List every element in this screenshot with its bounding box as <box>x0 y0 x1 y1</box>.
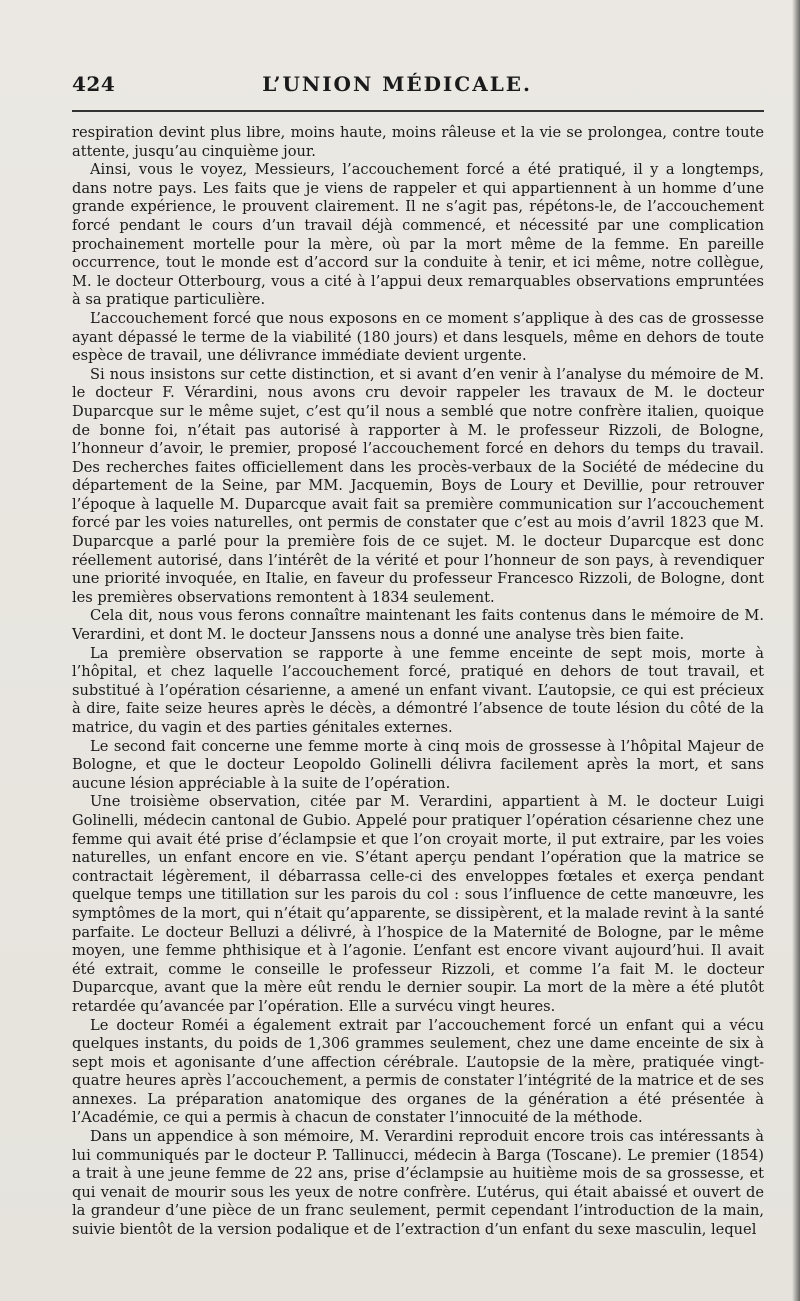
paragraph: Le docteur Roméi a également extrait par l’accouchement forcé un enfant qui a vécu quelques instants, du poids de 1,306 grammes seulement, chez une dame enceinte de six à sept mois et agonisante d’une affection cérébrale. L’autopsie de la mère, pratiquée vingt-quatre heures après l’accouchement, a permis de constater l’intégrité de la matrice et de ses annexes. La préparation anatomique des organes de la génération a été présentée à l’Académie, ce qui a permis à chacun de constater l’innocuité de la méthode. <box>72 1016 764 1127</box>
paragraph: respiration devint plus libre, moins haute, moins râleuse et la vie se prolongea, contre toute attente, jusqu’au cinquième jour. <box>72 124 764 160</box>
page-number: 424 <box>72 72 116 96</box>
page-header <box>72 72 764 108</box>
paragraph: Le second fait concerne une femme morte à cinq mois de grossesse à l’hôpital Majeur de Bologne, et que le docteur Leopoldo Golinelli délivra facilement après la mort, et sans aucune lésion appréciable à la suite de l’opération. <box>72 737 764 792</box>
paragraph: L’accouchement forcé que nous exposons en ce moment s’applique à des cas de grossesse ayant dépassé le terme de la viabilité (180 jours) et dans lesquels, même en dehors de toute espèce de travail, une délivrance immédiate devient urgente. <box>72 309 764 365</box>
header-rule <box>72 110 764 112</box>
article-body <box>72 124 764 1240</box>
paragraph: Ainsi, vous le voyez, Messieurs, l’accouchement forcé a été pratiqué, il y a longtemps, dans notre pays. Les faits que je viens de rappeler et qui appartiennent à un homme d’une grande expérience, le prouvent clairement. Il ne s’agit pas, répétons-le, de l’accouchement forcé pendant le cours d’un travail déjà commencé, et nécessité par une complication prochainement mortelle pour la mère, où par la mort même de la femme. En pareille occurrence, tout le monde est d’accord sur la conduite à tenir, et ici même, notre collègue, M. le docteur Otterbourg, vous a cité à l’appui deux remarquables observations empruntées à sa pratique particulière. <box>72 161 764 309</box>
page-edge-shadow <box>792 0 800 1301</box>
paragraph: Cela dit, nous vous ferons connaître maintenant les faits contenus dans le mémoire de M. Verardini, et dont M. le docteur Janssens nous a donné une analyse très bien faite. <box>72 607 764 644</box>
paragraph: Dans un appendice à son mémoire, M. Verardini reproduit encore trois cas intéressants à lui communiqués par le docteur P. Tallinucci, médecin à Barga (Toscane). Le premier (1854) a trait à une jeune femme de 22 ans, prise d’éclampsie au huitième mois de sa grossesse, et qui venait de mourir sous les yeux de notre confrère. L’utérus, qui était abaissé et ouvert de la grandeur d’une pièce de un franc seulement, permit cependant l’introduction de la main, suivie bientôt de la version podalique et de l’extraction d’un enfant du sexe masculin, lequel <box>72 1128 764 1239</box>
paragraph: Une troisième observation, citée par M. Verardini, appartient à M. le docteur Luigi Golinelli, médecin cantonal de Gubio. Appelé pour pratiquer l’opération césarienne chez une femme qui avait été prise d’éclampsie et que l’on croyait morte, il put extraire, par les voies naturelles, un enfant encore en vie. S’étant aperçu pendant l’opération que la matrice se contractait légèrement, il débarrassa celle-ci des enveloppes fœtales et exerça pendant quelque temps une titillation sur les parois du col : sous l’influence de cette manœuvre, les symptômes de la mort, qui n’était qu’apparente, se dissipèrent, et la malade revint à la santé parfaite. Le docteur Belluzi a délivré, à l’hospice de la Maternité de Bologne, par le même moyen, une femme phthisique et à l’agonie. L’enfant est encore vivant aujourd’hui. Il avait été extrait, comme le conseille le professeur Rizzoli, et comme l’a fait M. le docteur Duparcque, avant que la mère eût rendu le dernier soupir. La mort de la mère a été plutôt retardée qu’avancée par l’opération. Elle a survécu vingt heures. <box>72 793 764 1015</box>
paragraph: Si nous insistons sur cette distinction, et si avant d’en venir à l’analyse du mémoire de M. le docteur F. Vérardini, nous avons cru devoir rappeler les travaux de M. le docteur Duparcque sur le même sujet, c’est qu’il nous a semblé que notre confrère italien, quoique de bonne foi, n’était pas autorisé à rapporter à M. le professeur Rizzoli, de Bologne, l’honneur d’avoir, le premier, proposé l’accouchement forcé en dehors du temps du travail. Des recherches faites officiellement dans les procès-verbaux de la Société de médecine du département de la Seine, par MM. Jacquemin, Boys de Loury et Devillie, pour retrouver l’époque à laquelle M. Duparcque avait fait sa première communication sur l’accouchement forcé par les voies naturelles, ont permis de constater que c’est au mois d’avril 1823 que M. Duparcque a parlé pour la première fois de ce sujet. M. le docteur Duparcque est donc réellement autorisé, dans l’intérêt de la vérité et pour l’honneur de son pays, à revendiquer une priorité invoquée, en Italie, en faveur du professeur Francesco Rizzoli, de Bologne, dont les premières observations remontent à 1834 seulement. <box>72 365 764 606</box>
paragraph: La première observation se rapporte à une femme enceinte de sept mois, morte à l’hôpital, et chez laquelle l’accouchement forcé, pratiqué en dehors de tout travail, et substitué à l’opération césarienne, a amené un enfant vivant. L’autopsie, ce qui est précieux à dire, faite seize heures après le décès, a démontré l’absence de toute lésion du côté de la matrice, du vagin et des parties génitales externes. <box>72 644 764 736</box>
running-title: L’UNION MÉDICALE. <box>262 72 532 96</box>
